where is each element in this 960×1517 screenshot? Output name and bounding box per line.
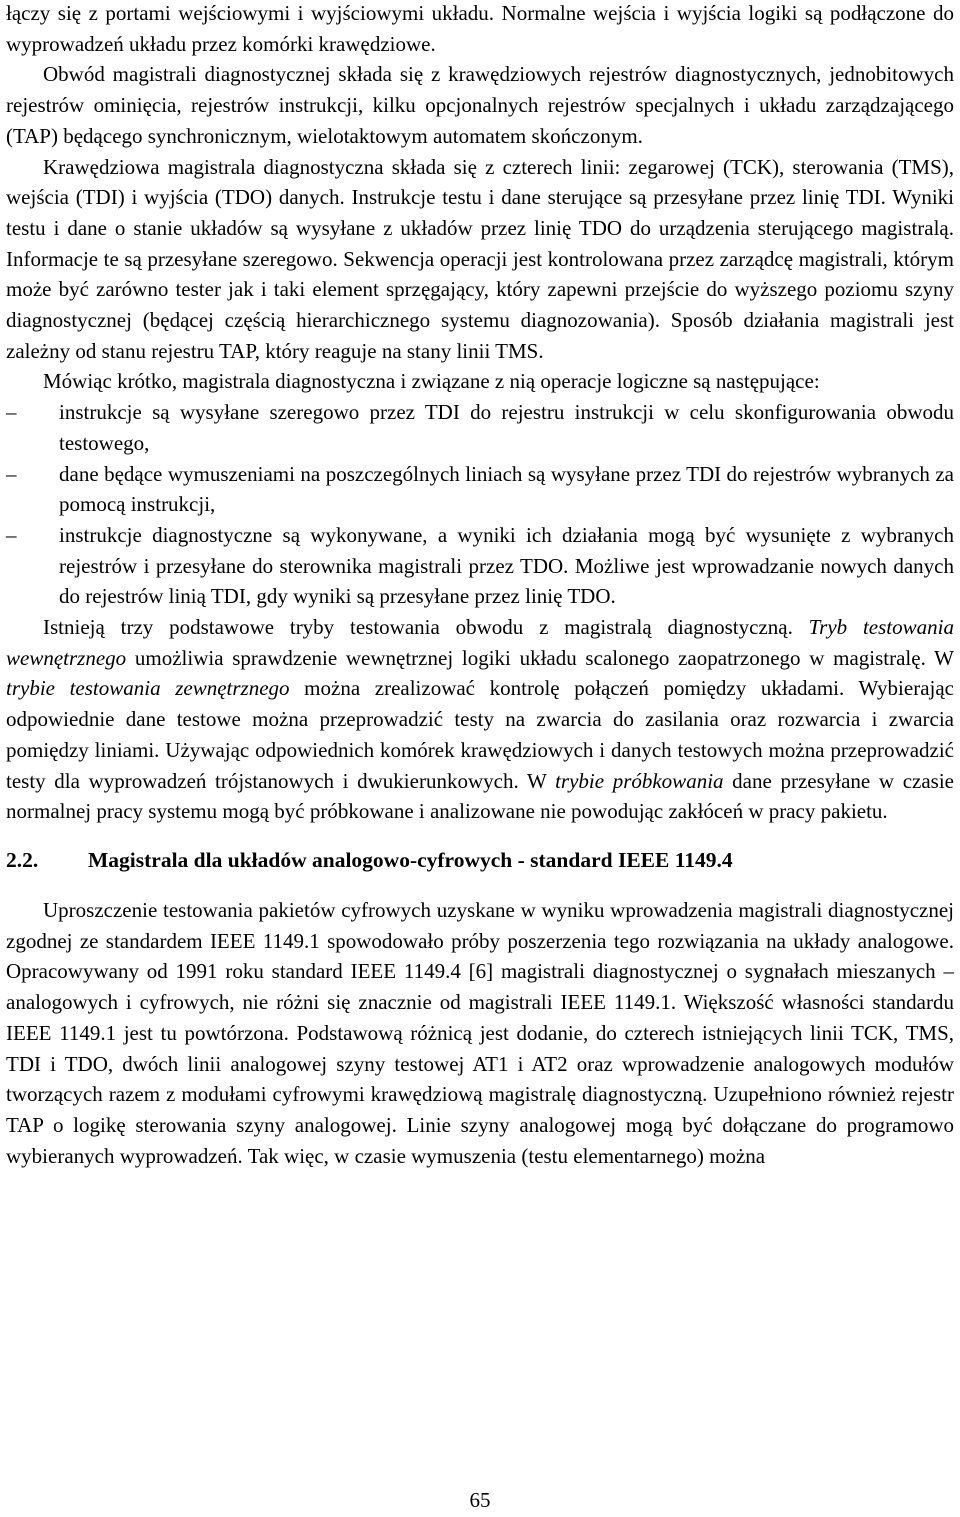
section-heading: [6, 845, 954, 875]
list-item: [6, 397, 954, 458]
term-external-test-mode: trybie testowania zewnętrznego: [6, 676, 290, 701]
operations-list: [6, 397, 954, 612]
page-number: 65: [469, 1488, 491, 1512]
text-run: umożliwia sprawdzenie wewnętrznej logiki układu scalonego zaopatrzonego w magistralę. W: [126, 645, 954, 670]
paragraph-test-modes: [6, 612, 954, 827]
list-item-text: instrukcje diagnostyczne są wykonywane, a wyniki ich działania mogą być wysunięte z wybranych rejestrów i przesyłane do sterownika magistrali przez TDO. Możliwe jest wprowadzanie nowych danych do rejestrów linią TDI, gdy wyniki są przesyłane przez linię TDO.: [59, 522, 954, 609]
text-run: można zrealizować kontrolę połączeń pomiędzy układami. Wybierając odpowiednie dane testowe można przeprowadzić testy na zwarcia do zasilania oraz rozwarcia i zwarcia pomiędzy liniami. Używając odpowiednich komórek krawędziowych i danych testowych można przeprowadzić testy dla wyprowadzeń trójstanowych i dwukierunkowych. W: [6, 676, 954, 793]
term-sampling-mode: trybie próbkowania: [555, 768, 724, 793]
paragraph-ieee-1149-4: Uproszczenie testowania pakietów cyfrowych uzyskane w wyniku wprowadzenia magistrali diagnostycznej zgodnej ze standardem IEEE 1149.1 spowodowało próby poszerzenia tego rozwiązania na układy analogowe. Opracowywany od 1991 roku standard IEEE 1149.4 [6] magistrali diagnostycznej o sygnałach mieszanych – analogowych i cyfrowych, nie różni się znacznie od magistrali IEEE 1149.1. Większość własności standardu IEEE 1149.1 jest tu powtórzona. Podstawową różnicą jest dodanie, do czterech istniejących linii TCK, TMS, TDI i TDO, dwóch linii analogowej szyny testowej AT1 i AT2 oraz wprowadzenie analogowych modułów tworzących razem z modułami cyfrowymi krawędziową magistralę diagnostyczną. Uzupełniono również rejestr TAP o logikę sterowania szyny analogowej. Linie szyny analogowej mogą być dołączane do programowo wybieranych wyprowadzeń. Tak więc, w czasie wymuszenia (testu elementarnego) można: [6, 897, 954, 1168]
paragraph-bus-lines: Krawędziowa magistrala diagnostyczna składa się z czterech linii: zegarowej (TCK), sterowania (TMS), wejścia (TDI) i wyjścia (TDO) danych. Instrukcje testu i dane sterujące są przesyłane przez linię TDI. Wyniki testu i dane o stanie układów są wysyłane z układów przez linię TDO do urządzenia sterującego magistralą. Informacje te są przesyłane szeregowo. Sekwencja operacji jest kontrolowana przez zarządcę magistrali, którym może być zarówno tester jak i taki element sprzęgający, który zapewni przejście do wyższego poziomu szyny diagnostycznej (będącej częścią hierarchicznego systemu diagnozowania). Sposób działania magistrali jest zależny od stanu rejestru TAP, który reaguje na stany linii TMS.: [6, 154, 954, 363]
text-run: Istnieją trzy podstawowe tryby testowania obwodu z magistralą diagnostyczną.: [43, 615, 809, 640]
paragraph-bus-circuit: Obwód magistrali diagnostycznej składa się z krawędziowych rejestrów diagnostycznych, jednobitowych rejestrów ominięcia, rejestrów instrukcji, kilku opcjonalnych rejestrów specjalnych i układu zarządzającego (TAP) będącego synchronicznym, wielotaktowym automatem skończonym.: [6, 62, 954, 148]
term-internal-test-mode: Tryb testowania wewnętrznego: [6, 615, 954, 670]
paragraph-summary-intro: Mówiąc krótko, magistrala diagnostyczna i związane z nią operacje logiczne są następujące:: [43, 369, 820, 394]
dash-marker: –: [6, 461, 17, 486]
list-item: [6, 459, 954, 520]
section-title: Magistrala dla układów analogowo-cyfrowych - standard IEEE 1149.4: [88, 847, 733, 872]
section-number: 2.2.: [6, 847, 39, 872]
list-item-text: dane będące wymuszeniami na poszczególnych liniach są wysyłane przez TDI do rejestrów wybranych za pomocą instrukcji,: [59, 461, 954, 517]
dash-marker: –: [6, 400, 17, 425]
list-item-text: instrukcje są wysyłane szeregowo przez TDI do rejestru instrukcji w celu skonfigurowania obwodu testowego,: [59, 400, 954, 455]
text-run: dane przesyłane w czasie normalnej pracy systemu mogą być próbkowane i analizowane nie powodując zakłóceń w pracy pakietu.: [6, 768, 954, 824]
paragraph-continuation: łączy się z portami wejściowymi i wyjściowymi układu. Normalne wejścia i wyjścia logiki są podłączone do wyprowadzeń układu przez komórki krawędziowe.: [6, 1, 954, 56]
dash-marker: –: [6, 522, 17, 547]
list-item: [6, 520, 954, 612]
document-page: [6, 0, 954, 1171]
